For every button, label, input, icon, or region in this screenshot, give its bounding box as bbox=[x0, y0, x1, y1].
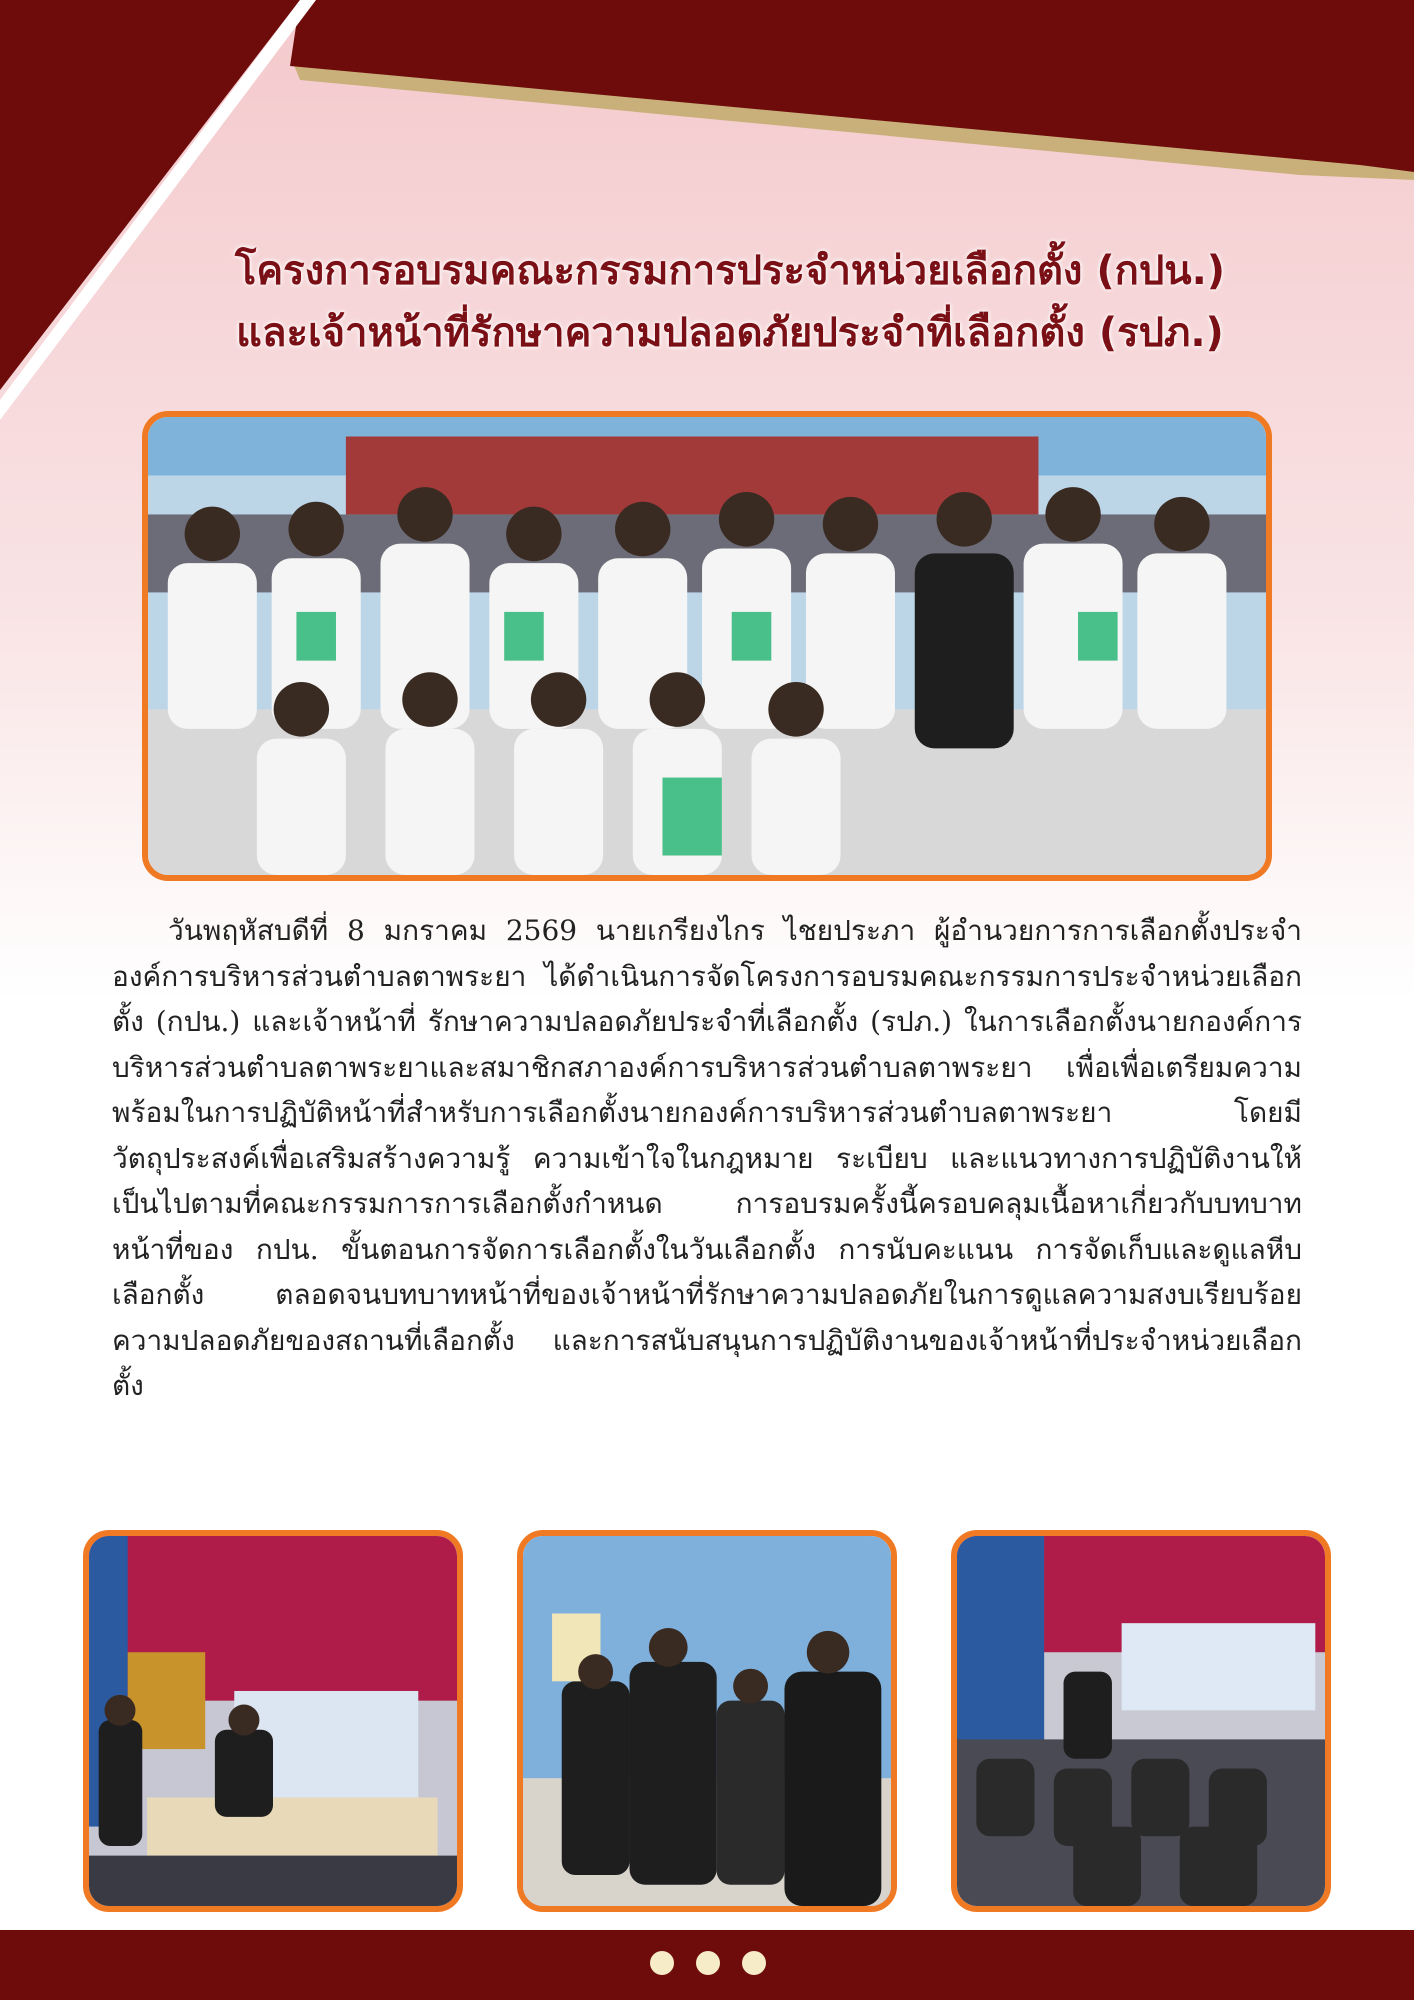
audience-photo bbox=[957, 1536, 1325, 1906]
title-line-2: และเจ้าหน้าที่รักษาความปลอดภัยประจำที่เลือกตั้ง (รปภ.) bbox=[236, 310, 1224, 356]
thumbnail-photo-2 bbox=[517, 1530, 897, 1912]
thumbnail-photo-1 bbox=[83, 1530, 463, 1912]
footer-dot-3 bbox=[742, 1951, 766, 1975]
main-group-photo bbox=[142, 411, 1272, 881]
footer-dot-2 bbox=[696, 1951, 720, 1975]
ballot-box-demo-photo bbox=[523, 1536, 891, 1906]
group-photo-image bbox=[148, 417, 1266, 875]
page-title bbox=[100, 240, 1360, 364]
footer-dots bbox=[650, 1951, 766, 1975]
thumbnail-photo-3 bbox=[951, 1530, 1331, 1912]
meeting-hall-photo bbox=[89, 1536, 457, 1906]
footer-dot-1 bbox=[650, 1951, 674, 1975]
article-body: วันพฤหัสบดีที่ 8 มกราคม 2569 นายเกรียงไกร ไชยประภา ผู้อำนวยการการเลือกตั้งประจำองค์การบริหารส่วนตำบลตาพระยา ได้ดำเนินการจัดโครงการอบรมคณะกรรมการประจำหน่วยเลือกตั้ง (กปน.) และเจ้าหน้าที่ รักษาความปลอดภัยประจำที่เลือกตั้ง (รปภ.) ในการเลือกตั้งนายกองค์การบริหารส่วนตำบลตาพระยาและสมาชิกสภาองค์การบริหารส่วนตำบลตาพระยา เพื่อเพื่อเตรียมความพร้อมในการปฏิบัติหน้าที่สำหรับการเลือกตั้งนายกองค์การบริหารส่วนตำบลตาพระยา โดยมีวัตถุประสงค์เพื่อเสริมสร้างความรู้ ความเข้าใจในกฎหมาย ระเบียบ และแนวทางการปฏิบัติงานให้เป็นไปตามที่คณะกรรมการการเลือกตั้งกำหนด การอบรมครั้งนี้ครอบคลุมเนื้อหาเกี่ยวกับบทบาทหน้าที่ของ กปน. ขั้นตอนการจัดการเลือกตั้งในวันเลือกตั้ง การนับคะแนน การจัดเก็บและดูแลหีบเลือกตั้ง ตลอดจนบทบาทหน้าที่ของเจ้าหน้าที่รักษาความปลอดภัยในการดูแลความสงบเรียบร้อย ความปลอดภัยของสถานที่เลือกตั้ง และการสนับสนุนการปฏิบัติงานของเจ้าหน้าที่ประจำหน่วยเลือกตั้ง bbox=[112, 914, 1302, 1402]
title-line-1: โครงการอบรมคณะกรรมการประจำหน่วยเลือกตั้ง (กปน.) bbox=[234, 248, 1226, 294]
